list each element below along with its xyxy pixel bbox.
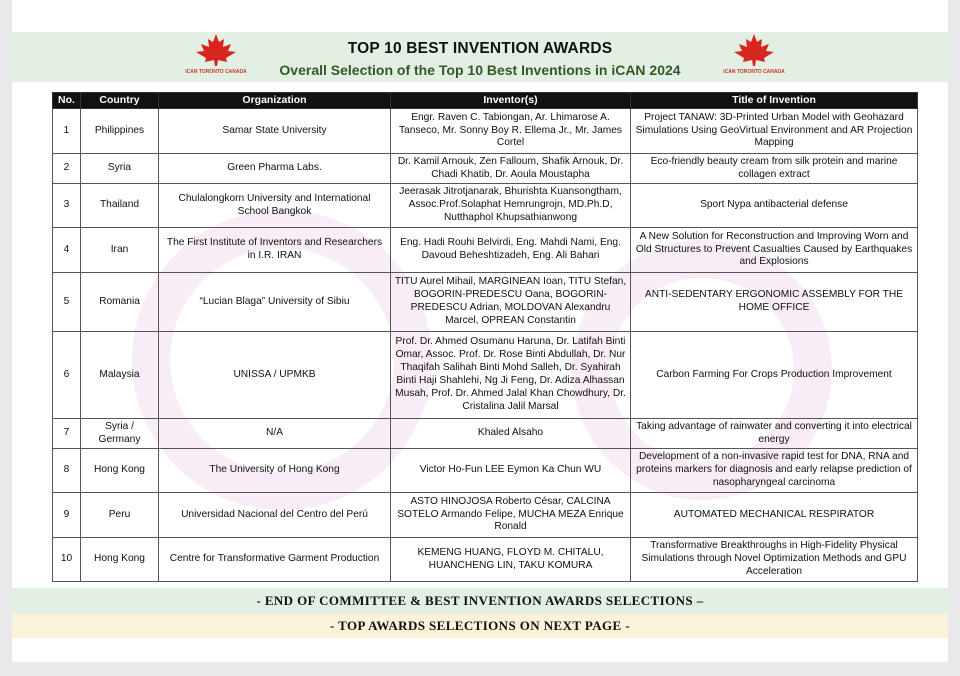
cell-no: 1	[53, 109, 81, 154]
cell-country: Syria / Germany	[81, 419, 159, 449]
header-organization: Organization	[159, 93, 391, 109]
table-row	[53, 273, 918, 332]
cell-title: ANTI-SEDENTARY ERGONOMIC ASSEMBLY FOR THE HOME OFFICE	[631, 273, 918, 332]
header-title: Title of Invention	[631, 93, 918, 109]
header-country: Country	[81, 93, 159, 109]
cell-no: 3	[53, 184, 81, 228]
cell-no: 6	[53, 332, 81, 419]
cell-title: Project TANAW: 3D-Printed Urban Model with Geohazard Simulations Using GeoVirtual Environment and AR Projection Mapping	[631, 109, 918, 154]
cell-inventors: KEMENG HUANG, FLOYD M. CHITALU, HUANCHENG LIN, TAKU KOMURA	[391, 538, 631, 582]
cell-country: Malaysia	[81, 332, 159, 419]
cell-country: Hong Kong	[81, 538, 159, 582]
table-header-row	[53, 93, 918, 109]
cell-country: Peru	[81, 493, 159, 538]
table-row	[53, 109, 918, 154]
cell-country: Iran	[81, 228, 159, 273]
cell-title: Eco-friendly beauty cream from silk protein and marine collagen extract	[631, 154, 918, 184]
cell-no: 5	[53, 273, 81, 332]
cell-organization: Centre for Transformative Garment Production	[159, 538, 391, 582]
footer-end-selections: - END OF COMMITTEE & BEST INVENTION AWARDS SELECTIONS –	[256, 593, 704, 608]
cell-organization: N/A	[159, 419, 391, 449]
cell-country: Philippines	[81, 109, 159, 154]
cell-country: Thailand	[81, 184, 159, 228]
cell-country: Romania	[81, 273, 159, 332]
cell-inventors: ASTO HINOJOSA Roberto César, CALCINA SOTELO Armando Felipe, MUCHA MEZA Enrique Ronald	[391, 493, 631, 538]
cell-organization: Chulalongkorn University and International School Bangkok	[159, 184, 391, 228]
cell-inventors: Victor Ho-Fun LEE Eymon Ka Chun WU	[391, 449, 631, 493]
table-row	[53, 154, 918, 184]
cell-no: 8	[53, 449, 81, 493]
table-row	[53, 332, 918, 419]
cell-title: Sport Nypa antibacterial defense	[631, 184, 918, 228]
cell-inventors: Khaled Alsaho	[391, 419, 631, 449]
cell-country: Syria	[81, 154, 159, 184]
cell-no: 7	[53, 419, 81, 449]
header-no: No.	[53, 93, 81, 109]
cell-inventors: Jeerasak Jitrotjanarak, Bhurishta Kuansongtham, Assoc.Prof.Solaphat Hemrungrojn, MD.Ph.D, Nutthaphol Khupsathianwong	[391, 184, 631, 228]
awards-table	[52, 92, 918, 582]
table-row	[53, 184, 918, 228]
cell-organization: Green Pharma Labs.	[159, 154, 391, 184]
cell-title: Development of a non-invasive rapid test for DNA, RNA and proteins markers for diagnosis and early relapse prediction of nasopharyngeal carcinoma	[631, 449, 918, 493]
footer-next-page: - TOP AWARDS SELECTIONS ON NEXT PAGE -	[330, 618, 630, 633]
cell-organization: Universidad Nacional del Centro del Perú	[159, 493, 391, 538]
cell-inventors: TITU Aurel Mihail, MARGINEAN Ioan, TITU Stefan, BOGORIN-PREDESCU Oana, BOGORIN-PREDESCU Adrian, MOLDOVAN Alexandru Marcel, OPREAN Constantin	[391, 273, 631, 332]
table-row	[53, 419, 918, 449]
cell-title: Carbon Farming For Crops Production Improvement	[631, 332, 918, 419]
logo-left-text: iCAN TORONTO CANADA	[185, 69, 247, 75]
cell-no: 4	[53, 228, 81, 273]
cell-title: A New Solution for Reconstruction and Improving Worn and Old Structures to Prevent Casualties Caused by Earthquakes and Explosions	[631, 228, 918, 273]
cell-no: 9	[53, 493, 81, 538]
table-row	[53, 493, 918, 538]
cell-organization: Samar State University	[159, 109, 391, 154]
cell-organization: “Lucian Blaga” University of Sibiu	[159, 273, 391, 332]
table-row	[53, 228, 918, 273]
cell-no: 10	[53, 538, 81, 582]
cell-no: 2	[53, 154, 81, 184]
cell-title: Transformative Breakthroughs in High-Fidelity Physical Simulations through Novel Optimization Methods and GPU Acceleration	[631, 538, 918, 582]
cell-inventors: Eng. Hadi Rouhi Belvirdi, Eng. Mahdi Nami, Eng. Davoud Beheshtizadeh, Eng. Ali Bahari	[391, 228, 631, 273]
cell-organization: UNISSA / UPMKB	[159, 332, 391, 419]
cell-inventors: Dr. Kamil Arnouk, Zen Falloum, Shafik Arnouk, Dr. Chadi Khatib, Dr. Aoula Moustapha	[391, 154, 631, 184]
page-subtitle: Overall Selection of the Top 10 Best Inventions in iCAN 2024	[279, 62, 681, 78]
cell-organization: The University of Hong Kong	[159, 449, 391, 493]
table-row	[53, 449, 918, 493]
cell-title: AUTOMATED MECHANICAL RESPIRATOR	[631, 493, 918, 538]
header-inventors: Inventor(s)	[391, 93, 631, 109]
page-title: TOP 10 BEST INVENTION AWARDS	[347, 40, 613, 57]
document-page	[12, 0, 948, 662]
table-row	[53, 538, 918, 582]
cell-organization: The First Institute of Inventors and Researchers in I.R. IRAN	[159, 228, 391, 273]
logo-right-text: iCAN TORONTO CANADA	[723, 69, 785, 75]
cell-country: Hong Kong	[81, 449, 159, 493]
cell-inventors: Prof. Dr. Ahmed Osumanu Haruna, Dr. Latifah Binti Omar, Assoc. Prof. Dr. Rose Binti Abdullah, Dr. Nur Thaqifah Salihah Binti Mohd Salleh, Dr. Syahirah Binti Haji Shahlehi, Ng Ji Feng, Dr. Adiza Alhassan Musah, Prof. Dr. Ahmed Jalal Khan Chowdhury, Dr. Cristalina Jalil Marsal	[391, 332, 631, 419]
cell-inventors: Engr. Raven C. Tabiongan, Ar. Lhimarose A. Tanseco, Mr. Sonny Boy R. Ellema Jr., Mr. James Cortel	[391, 109, 631, 154]
cell-title: Taking advantage of rainwater and converting it into electrical energy	[631, 419, 918, 449]
maple-leaf-icon	[724, 32, 784, 68]
